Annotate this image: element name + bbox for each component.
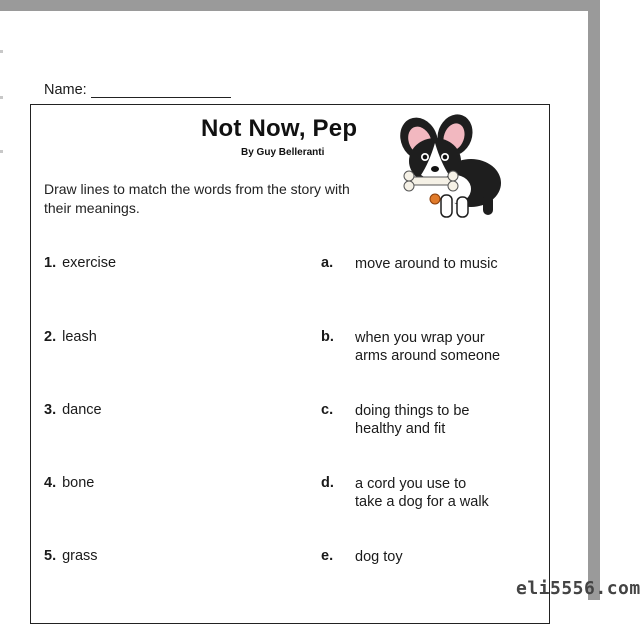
word-text: leash <box>62 329 97 345</box>
meaning-text <box>355 255 535 273</box>
word-text: bone <box>62 475 95 491</box>
meaning-line-1: doing things to be <box>355 403 470 419</box>
word-number: 4. <box>44 475 57 491</box>
site-watermark: eli5556.com <box>516 578 641 599</box>
instructions-text: Draw lines to match the words from the story with their meanings. <box>44 181 350 216</box>
word-number: 5. <box>44 548 57 564</box>
word-text: dance <box>62 402 102 418</box>
name-blank-line[interactable] <box>91 83 231 98</box>
meaning-letter: a. <box>321 255 334 271</box>
word-text: grass <box>62 548 98 564</box>
name-row <box>44 82 231 98</box>
meaning-line-1: dog toy <box>355 549 403 565</box>
meaning-line-2: arms around someone <box>355 348 501 364</box>
meaning-letter: c. <box>321 402 334 418</box>
meaning-text <box>355 475 535 511</box>
word-item-3 <box>44 402 102 418</box>
meaning-letter: b. <box>321 329 334 345</box>
worksheet-box <box>30 104 550 624</box>
worksheet-byline: By Guy Belleranti <box>241 147 325 158</box>
meaning-line-1: move around to music <box>355 256 498 272</box>
word-item-5 <box>44 548 98 564</box>
meaning-text <box>355 548 535 566</box>
word-item-4 <box>44 475 94 491</box>
meaning-letter: e. <box>321 548 334 564</box>
name-label: Name: <box>44 82 87 98</box>
meaning-text <box>355 402 535 438</box>
worksheet-title: Not Now, Pep <box>201 115 358 142</box>
page-edge-marks <box>0 0 4 600</box>
word-number: 1. <box>44 255 57 271</box>
word-number: 2. <box>44 329 57 345</box>
meaning-letter: d. <box>321 475 334 491</box>
window-scrollbar[interactable] <box>588 0 600 600</box>
meaning-line-2: take a dog for a walk <box>355 494 489 510</box>
word-text: exercise <box>62 255 117 271</box>
word-number: 3. <box>44 402 57 418</box>
window-top-bar <box>0 0 600 11</box>
meaning-line-2: healthy and fit <box>355 421 446 437</box>
cartoon-dog-with-bone-icon <box>397 113 509 223</box>
word-item-2 <box>44 329 97 345</box>
meaning-text <box>355 329 535 365</box>
meaning-line-1: when you wrap your <box>355 330 485 346</box>
meaning-line-1: a cord you use to <box>355 476 467 492</box>
word-item-1 <box>44 255 116 271</box>
